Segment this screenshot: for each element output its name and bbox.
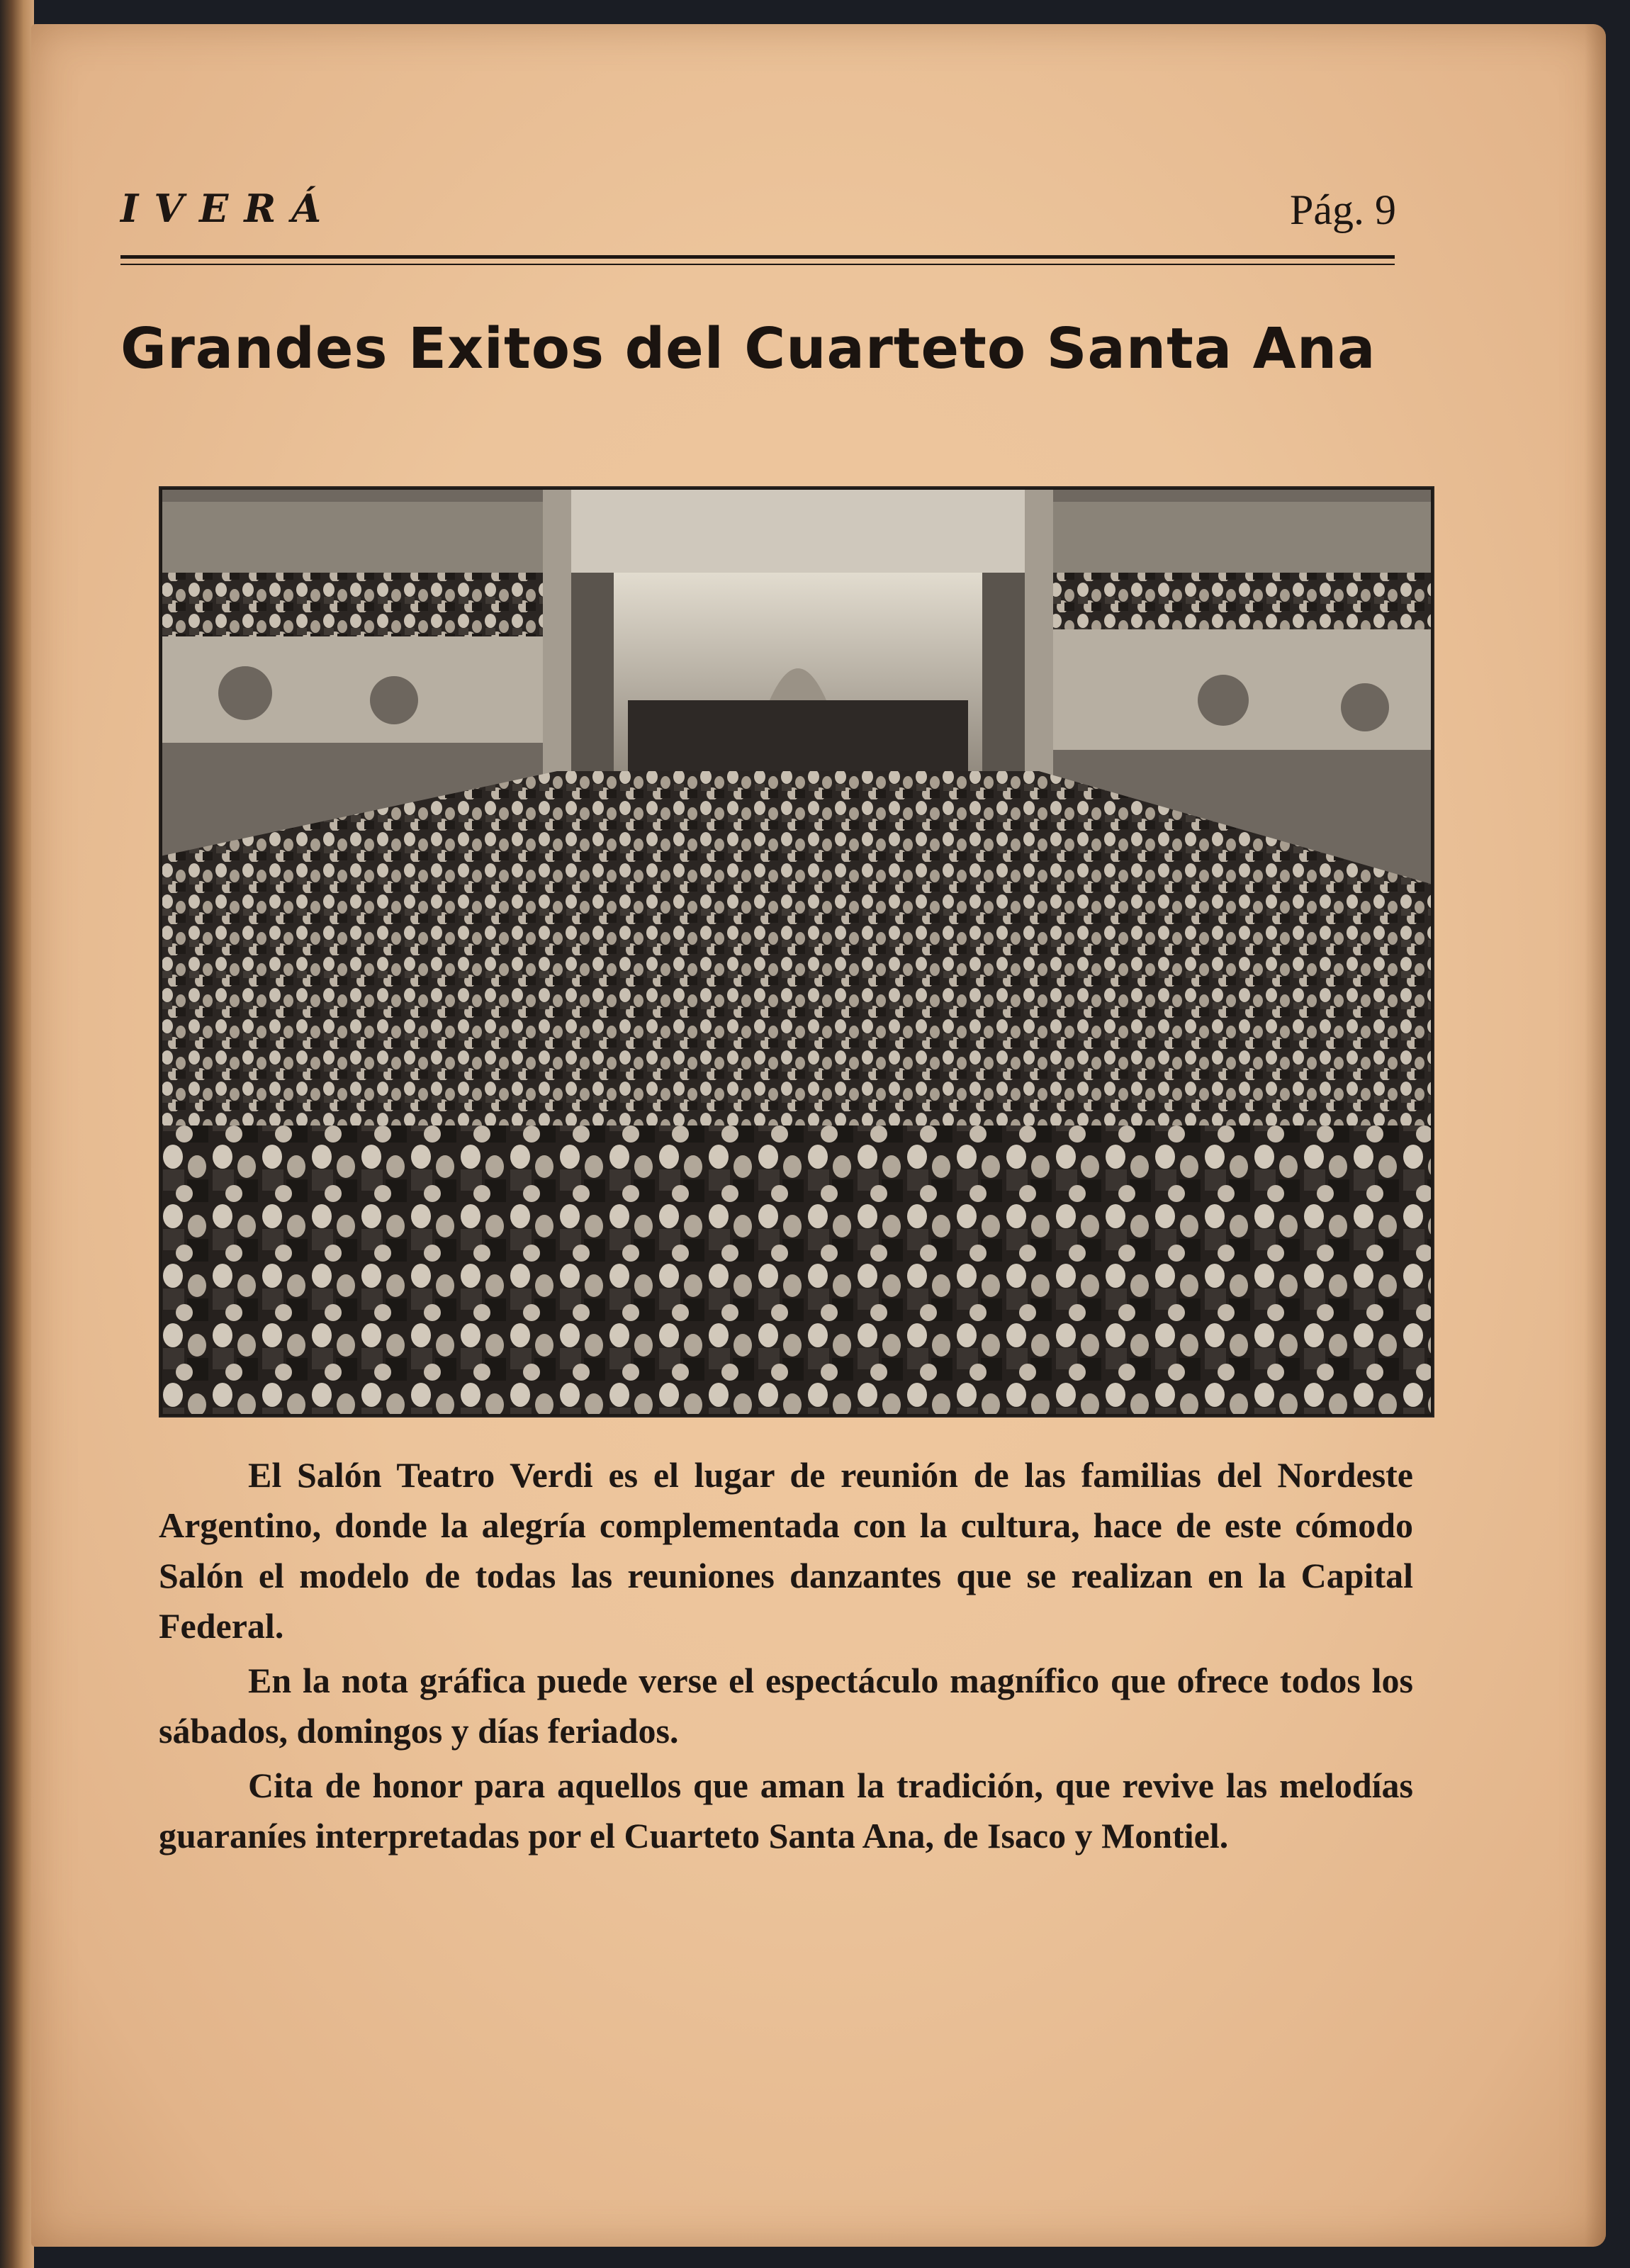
page-edge-shadow xyxy=(1585,24,1606,2247)
paragraph-3: Cita de honor para aquellos que aman la tradición, que revive las melodías guaraníes interpretadas por el Cuarteto Santa Ana, de Isaco y Montiel. xyxy=(159,1765,1413,1856)
running-header xyxy=(120,186,1396,242)
book-spine xyxy=(0,0,34,2268)
page-number: Pág. 9 xyxy=(1290,186,1396,233)
header-rule-thin xyxy=(120,264,1395,265)
header-rule-thick xyxy=(120,255,1395,259)
photo-illustration xyxy=(160,488,1433,1416)
crowd-photograph xyxy=(159,486,1434,1418)
paragraph-1: El Salón Teatro Verdi es el lugar de reunión de las familias del Nordeste Argentino, donde la alegría complementada con la cultura, hace de este cómodo Salón el modelo de todas las reuniones danzantes que se realizan en la Capital Federal. xyxy=(159,1455,1413,1646)
magazine-name: IVERÁ xyxy=(120,186,337,231)
article-body xyxy=(159,1450,1413,1861)
article-title: Grandes Exitos del Cuarteto Santa Ana xyxy=(120,316,1376,381)
paragraph-2: En la nota gráfica puede verse el espectáculo magnífico que ofrece todos los sábados, domingos y días feriados. xyxy=(159,1661,1413,1751)
